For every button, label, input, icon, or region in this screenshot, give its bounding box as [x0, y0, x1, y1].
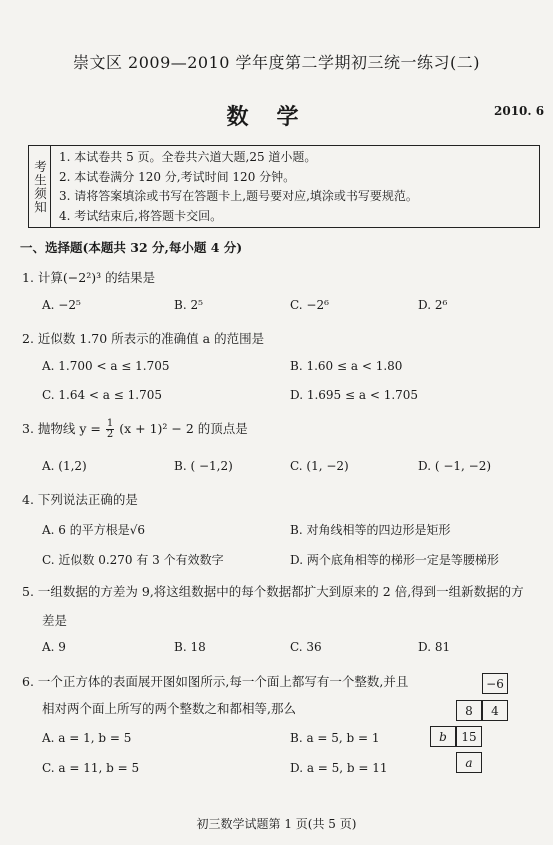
fraction-numerator: 1	[106, 418, 114, 429]
question-3-stem-prefix: 3. 抛物线 y =	[22, 421, 101, 436]
notice-list	[59, 148, 418, 226]
question-4-option-c: C. 近似数 0.270 有 3 个有效数字	[42, 553, 224, 567]
question-1-stem: 1. 计算(−2²)³ 的结果是	[22, 270, 156, 285]
question-5-stem-line-2: 差是	[42, 613, 68, 628]
question-4-option-b: B. 对角线相等的四边形是矩形	[290, 523, 451, 537]
notice-box	[28, 145, 540, 228]
question-3-option-a: A. (1,2)	[42, 459, 87, 473]
question-2-option-d: D. 1.695 ≤ a < 1.705	[290, 388, 419, 402]
question-6-stem-line-1: 6. 一个正方体的表面展开图如图所示,每一个面上都写有一个整数,并且	[22, 674, 409, 689]
fraction-denominator: 2	[106, 429, 114, 440]
question-5-option-a: A. 9	[42, 640, 66, 654]
question-2-option-a: A. 1.700 < a ≤ 1.705	[42, 359, 170, 373]
exam-date: 2010. 6	[494, 104, 545, 118]
question-3-option-b: B. ( −1,2)	[174, 459, 233, 473]
question-5-option-b: B. 18	[174, 640, 206, 654]
question-2-option-b: B. 1.60 ≤ a < 1.80	[290, 359, 403, 373]
notice-item: 4. 考试结束后,将答题卡交回。	[59, 208, 223, 223]
net-cell: a	[456, 752, 482, 773]
question-1-option-a: A. −2⁵	[42, 298, 81, 312]
question-4-option-d: D. 两个底角相等的梯形一定是等腰梯形	[290, 553, 499, 567]
section-heading: 一、选择题(本题共 32 分,每小题 4 分)	[20, 240, 243, 255]
net-cell: 15	[456, 726, 482, 747]
notice-item: 1. 本试卷共 5 页。全卷共六道大题,25 道小题。	[59, 150, 317, 164]
question-2-option-c: C. 1.64 < a ≤ 1.705	[42, 388, 162, 402]
net-cell: 4	[482, 700, 508, 721]
fraction-one-half	[106, 419, 114, 440]
question-1-option-b: B. 2⁵	[174, 298, 203, 312]
exam-title: 崇文区 2009—2010 学年度第二学期初三统一练习(二)	[72, 53, 481, 72]
net-cell: 8	[456, 700, 482, 721]
page-footer: 初三数学试题第 1 页(共 5 页)	[196, 817, 357, 831]
net-cell: b	[430, 726, 456, 747]
question-5-option-d: D. 81	[418, 640, 451, 654]
question-3-option-d: D. ( −1, −2)	[418, 459, 492, 473]
cube-net-figure	[430, 673, 542, 785]
question-1-option-d: D. 2⁶	[418, 298, 448, 312]
question-3-stem	[22, 419, 248, 440]
question-4-option-a: A. 6 的平方根是√6	[42, 523, 146, 537]
question-6-option-b: B. a = 5, b = 1	[290, 731, 380, 745]
notice-item: 3. 请将答案填涂或书写在答题卡上,题号要对应,填涂或书写要规范。	[59, 189, 418, 203]
notice-item: 2. 本试卷满分 120 分,考试时间 120 分钟。	[59, 169, 296, 184]
question-2-stem: 2. 近似数 1.70 所表示的准确值 a 的范围是	[22, 331, 265, 346]
question-4-stem: 4. 下列说法正确的是	[22, 492, 138, 507]
subject-heading: 数学	[226, 104, 327, 130]
question-1-option-c: C. −2⁶	[290, 298, 329, 312]
question-6-option-d: D. a = 5, b = 11	[290, 761, 388, 775]
question-5-option-c: C. 36	[290, 640, 322, 654]
notice-label: 考生须知	[29, 146, 51, 227]
question-3-option-c: C. (1, −2)	[290, 459, 349, 473]
net-cell: −6	[482, 673, 508, 694]
question-5-stem-line-1: 5. 一组数据的方差为 9,将这组数据中的每个数据都扩大到原来的 2 倍,得到一组新数据的方	[22, 584, 524, 599]
question-6-stem-line-2: 相对两个面上所写的两个整数之和都相等,那么	[42, 701, 296, 716]
question-6-option-a: A. a = 1, b = 5	[42, 731, 132, 745]
question-6-option-c: C. a = 11, b = 5	[42, 761, 140, 775]
question-3-stem-suffix: (x + 1)² − 2 的顶点是	[119, 421, 248, 436]
